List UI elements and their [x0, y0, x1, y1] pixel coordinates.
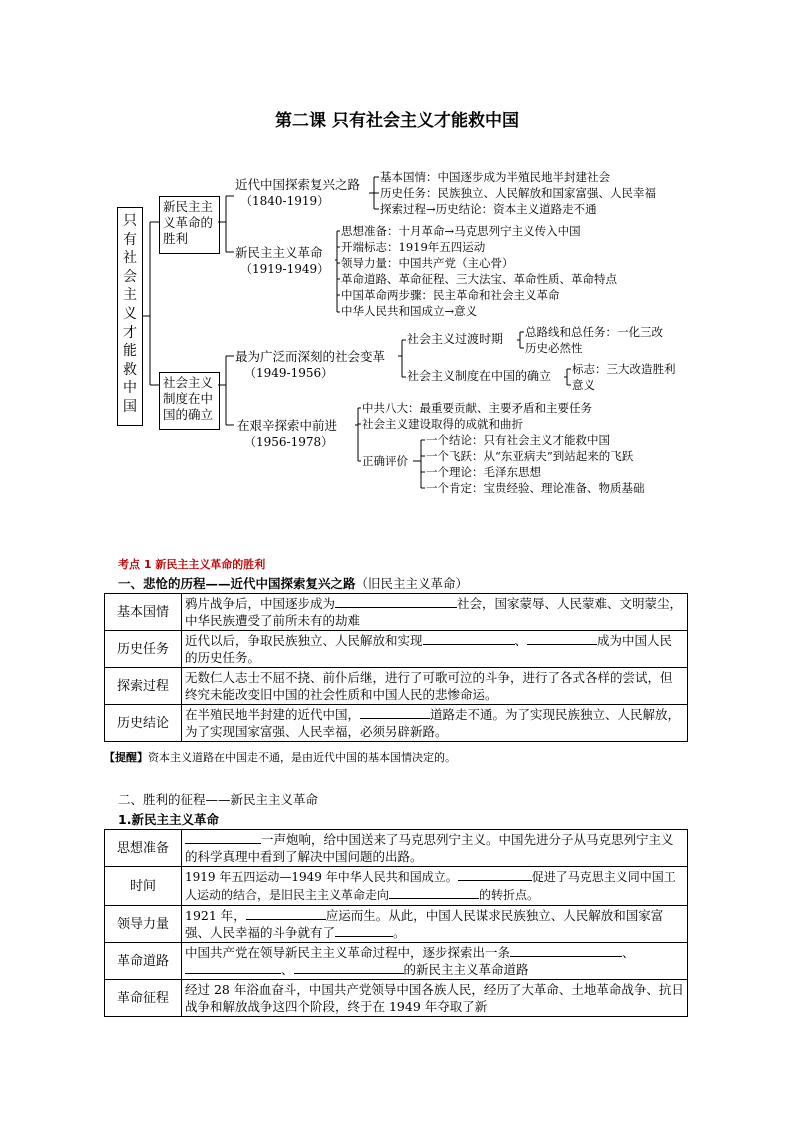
mindmap-branch-socialism: 社会主义制度在中国的确立 — [159, 372, 220, 430]
page-title: 第二课 只有社会主义才能救中国 — [275, 111, 519, 131]
mindmap-leaf: 中华人民共和国成立→意义 — [341, 304, 478, 318]
mindmap-leaf: 领导力量：中国共产党（主心骨） — [341, 256, 514, 270]
row-label: 革命道路 — [105, 943, 182, 980]
mindmap-leaf: 一个飞跃：从“东亚病夫”到站起来的飞跃 — [426, 449, 634, 463]
mindmap-leaf: 一个理论：毛泽东思想 — [426, 465, 541, 479]
row-content — [182, 705, 688, 742]
fill-blank[interactable] — [389, 886, 479, 899]
table-new-democratic — [104, 829, 688, 1017]
mindmap-leaf: 一个结论：只有社会主义才能救中国 — [426, 433, 610, 447]
row-content — [182, 867, 688, 906]
mindmap-leaf: 开端标志：1919年五四运动 — [341, 240, 486, 254]
mindmap-node-new-democratic-years: （1919-1949） — [240, 262, 330, 276]
mindmap-leaf: 一个肯定：宝贵经验、理论准备、物质基础 — [426, 481, 645, 495]
table-row — [105, 830, 688, 867]
table-row — [105, 867, 688, 906]
fill-blank[interactable] — [335, 595, 457, 608]
table-old-democratic — [104, 593, 688, 742]
section1-heading-title: 一、悲怆的历程——近代中国探索复兴之路 — [118, 576, 356, 591]
mindmap-leaf: 意义 — [572, 378, 595, 392]
fill-blank[interactable] — [185, 961, 281, 974]
row-label: 时间 — [105, 867, 182, 906]
row-content — [182, 631, 688, 668]
row-text: 在半殖民地半封建的近代中国， — [185, 707, 361, 722]
row-content — [182, 906, 688, 943]
fill-blank[interactable] — [458, 868, 532, 881]
row-text: 的转折点。 — [479, 888, 540, 902]
tip-note — [104, 749, 456, 765]
mindmap-root: 只有社会主义才能救中国 — [117, 207, 143, 426]
section2-subheading: 1.新民主主义革命 — [118, 812, 219, 827]
row-text: 鸦片战争后，中国逐步成为 — [185, 596, 336, 611]
mindmap-node-exploration: 在艰辛探索中前进 — [237, 418, 338, 433]
row-text: 、 — [622, 945, 635, 960]
fill-blank[interactable] — [510, 944, 622, 957]
mindmap-node-transition: 社会主义过渡时期 — [407, 332, 504, 346]
mindmap-node-revival: 近代中国探索复兴之路 — [235, 177, 361, 192]
row-content: 无数仁人志士不屈不挠、前仆后继，进行了可歌可泣的斗争，进行了各式各样的尝试，但终究未能改变旧中国的社会性质和中国人民的悲惨命运。 — [182, 668, 688, 705]
mindmap-leaf: 思想准备：十月革命→马克思列宁主义传入中国 — [341, 224, 581, 238]
row-text: 近代以后，争取民族独立、人民解放和实现 — [185, 633, 423, 648]
row-text: 的新民主主义革命道路 — [403, 962, 529, 977]
row-label: 历史任务 — [105, 631, 182, 668]
row-content — [182, 830, 688, 867]
row-text: 1921 年， — [185, 908, 246, 923]
fill-blank[interactable] — [294, 961, 404, 974]
row-text: 社会，国家蒙辱、人民蒙难、文明蒙尘，中华民族遭受了前所未有的劫难 — [185, 596, 683, 628]
row-label: 领导力量 — [105, 906, 182, 943]
row-text: 应运而生。从此，中国人民谋求民族独立、人民解放和国家富强、人民幸福的斗争就有了 — [185, 908, 664, 940]
mindmap-leaf: 社会主义建设取得的成就和曲折 — [362, 417, 523, 431]
mindmap-node-revival-years: （1840-1919） — [240, 194, 330, 208]
row-label: 革命征程 — [105, 980, 182, 1017]
row-label: 思想准备 — [105, 830, 182, 867]
row-content: 经过 28 年浴血奋斗，中国共产党领导中国各族人民，经历了大革命、土地革命战争、抗日战争和解放战争这四个阶段，终于在 1949 年夺取了新 — [182, 980, 688, 1017]
table-row — [105, 668, 688, 705]
mindmap-leaf: 探索过程→历史结论：资本主义道路走不通 — [380, 202, 597, 216]
row-text: 成为中国人民的历史任务。 — [185, 633, 673, 665]
mindmap-leaf: 基本国情：中国逐步成为半殖民地半封建社会 — [380, 170, 610, 184]
fill-blank[interactable] — [335, 924, 393, 937]
table-row — [105, 906, 688, 943]
fill-blank[interactable] — [360, 706, 430, 719]
row-content — [182, 594, 688, 631]
table-row — [105, 705, 688, 742]
mindmap-node-transformation-years: （1949-1956） — [244, 366, 334, 380]
row-content — [182, 943, 688, 980]
mindmap-node-establish: 社会主义制度在中国的确立 — [407, 369, 552, 383]
mindmap-leaf: 革命道路、革命征程、三大法宝、革命性质、革命特点 — [341, 272, 617, 286]
table-row — [105, 631, 688, 668]
row-text: 。 — [393, 925, 406, 940]
table-row — [105, 943, 688, 980]
mindmap-branch-revolution: 新民主主义革命的胜利 — [159, 196, 220, 254]
section1-heading-note: （旧民主主义革命） — [355, 576, 469, 591]
row-text: 、 — [281, 962, 294, 977]
row-text: 促进了马克思主义同中国工人运动的结合，是旧民主主义革命走向 — [185, 870, 676, 902]
kaodian-heading: 考点 1 新民主主义革命的胜利 — [118, 558, 266, 571]
row-label: 探索过程 — [105, 668, 182, 705]
mindmap-leaf: 历史必然性 — [525, 341, 583, 355]
fill-blank[interactable] — [423, 632, 515, 645]
fill-blank[interactable] — [246, 907, 326, 920]
mindmap-node-new-democratic: 新民主主义革命 — [235, 245, 323, 260]
row-text: 一声炮响，给中国送来了马克思列宁主义。中国先进分子从马克思列宁主义的科学真理中看到了解决中国问题的出路。 — [185, 832, 674, 864]
mindmap-node-evaluation: 正确评价 — [362, 454, 408, 468]
mindmap-leaf: 总路线和总任务：一化三改 — [525, 325, 663, 339]
table-row — [105, 594, 688, 631]
row-text: 道路走不通。为了实现民族独立、人民解放，为了实现国家富强、人民幸福，必须另辟新路。 — [185, 707, 681, 739]
fill-blank[interactable] — [527, 632, 597, 645]
row-label: 历史结论 — [105, 705, 182, 742]
tip-label: 【提醒】 — [104, 751, 148, 764]
mindmap-node-exploration-years: （1956-1978） — [244, 435, 334, 449]
row-text: 中国共产党在领导新民主主义革命过程中，逐步探索出一条 — [185, 945, 511, 960]
row-text: 、 — [514, 633, 528, 648]
mindmap-leaf: 中国革命两步骤：民主革命和社会主义革命 — [341, 288, 560, 302]
section2-heading: 二、胜利的征程——新民主主义革命 — [118, 792, 319, 807]
mindmap-leaf: 历史任务：民族独立、人民解放和国家富强、人民幸福 — [380, 186, 656, 200]
row-text: 1919 年五四运动—1949 年中华人民共和国成立。 — [185, 870, 458, 884]
mindmap-node-transformation: 最为广泛而深刻的社会变革 — [235, 349, 386, 364]
mindmap-leaf: 标志：三大改造胜利 — [572, 362, 676, 376]
row-label: 基本国情 — [105, 594, 182, 631]
section1-heading — [118, 574, 468, 592]
table-row — [105, 980, 688, 1017]
fill-blank[interactable] — [185, 831, 261, 844]
tip-text: 资本主义道路在中国走不通，是由近代中国的基本国情决定的。 — [148, 751, 456, 764]
mindmap-leaf: 中共八大：最重要贡献、主要矛盾和主要任务 — [362, 401, 592, 415]
